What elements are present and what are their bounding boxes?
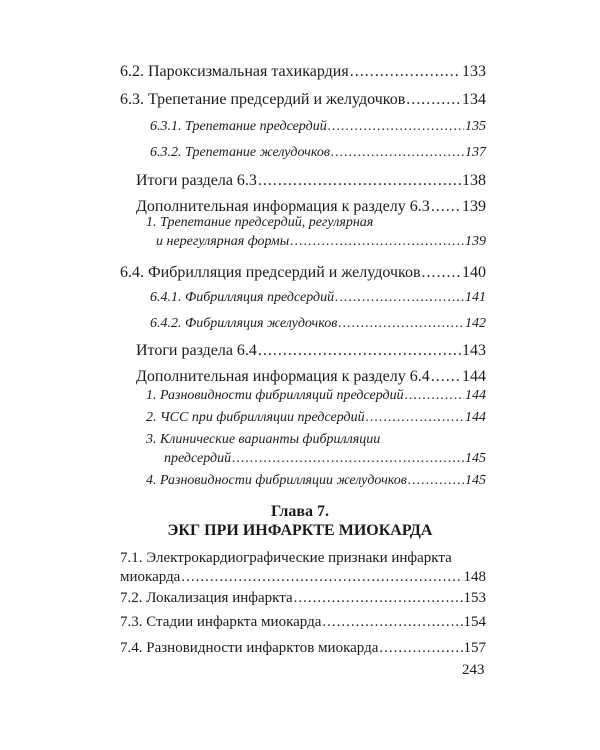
chapter-label: Глава 7. (271, 503, 329, 520)
toc-entry-page: 153 (463, 590, 486, 606)
toc-entry-page: 135 (465, 119, 486, 134)
toc-entry-6-2 (120, 63, 486, 81)
leader-dots (335, 290, 464, 306)
toc-entry-title: 7.4. Разновидности инфарктов миокарда (120, 640, 379, 656)
toc-entry-extra-6-3-item-1 (156, 234, 486, 250)
toc-entry-6-4-1 (150, 290, 486, 306)
toc-entry-title: 1. Разновидности фибрилляций предсердий (146, 388, 404, 403)
toc-entry-title: Дополнительная информация к разделу 6.4 (136, 368, 430, 385)
leader-dots (181, 569, 462, 586)
toc-entry-title: 6.4. Фибрилляция предсердий и желудочков (120, 264, 421, 281)
leader-dots (232, 451, 464, 467)
toc-entry-title-line2: предсердий (164, 451, 232, 466)
toc-entry-page: 140 (462, 264, 486, 281)
toc-entry-extra-6-4-item-3 (164, 451, 486, 467)
leader-dots (431, 198, 461, 216)
toc-entry-page: 133 (462, 63, 486, 80)
toc-entry-page: 142 (465, 316, 486, 331)
toc-entry-7-4 (120, 640, 486, 657)
toc-entry-extra-6-4-item-2 (146, 410, 486, 426)
leader-dots (338, 316, 464, 332)
leader-dots (408, 473, 464, 489)
toc-entry-title-line1: 3. Клинические варианты фибрилляции (146, 432, 381, 447)
toc-entry-title: Итоги раздела 6.3 (136, 172, 257, 189)
toc-entry-page: 144 (465, 410, 486, 425)
toc-entry-title: Дополнительная информация к разделу 6.3 (136, 198, 430, 215)
toc-entry-extra-6-4-item-4 (146, 473, 486, 489)
toc-entry-page: 144 (465, 388, 486, 403)
leader-dots (328, 119, 464, 135)
toc-entry-page: 148 (463, 569, 486, 585)
toc-entry-title: 6.4.2. Фибрилляция желудочков (150, 316, 338, 331)
leader-dots (422, 264, 461, 282)
toc-entry-title-line2: и нерегулярная формы (156, 234, 290, 249)
toc-entry-title: Итоги раздела 6.4 (136, 342, 257, 359)
leader-dots (294, 590, 463, 607)
toc-entry-page: 138 (462, 172, 486, 189)
toc-entry-page: 134 (462, 91, 486, 108)
leader-dots (405, 388, 464, 404)
toc-entry-6-3 (120, 91, 486, 109)
toc-entry-title-line2: миокарда (120, 569, 181, 585)
toc-entry-7-2 (120, 590, 486, 607)
toc-entry-summary-6-4 (136, 342, 486, 360)
leader-dots (431, 368, 461, 386)
leader-dots (350, 63, 461, 81)
leader-dots (406, 91, 461, 109)
leader-dots (258, 342, 461, 360)
toc-entry-title: 6.4.1. Фибрилляция предсердий (150, 290, 335, 305)
leader-dots (331, 145, 464, 161)
toc-entry-title: 6.3.1. Трепетание предсердий (150, 119, 327, 134)
toc-entry-page: 157 (463, 640, 486, 656)
toc-entry-6-3-2 (150, 145, 486, 161)
chapter-title: ЭКГ ПРИ ИНФАРКТЕ МИОКАРДА (167, 522, 433, 539)
toc-entry-page: 143 (462, 342, 486, 359)
toc-entry-title-line1: 7.1. Электрокардиографические признаки инфаркта (120, 550, 452, 566)
toc-entry-6-4 (120, 264, 486, 282)
toc-entry-title: 7.3. Стадии инфаркта миокарда (120, 614, 322, 630)
toc-entry-title: 6.3.2. Трепетание желудочков (150, 145, 330, 160)
leader-dots (366, 410, 464, 426)
leader-dots (290, 234, 464, 250)
toc-entry-title: 2. ЧСС при фибрилляции предсердий (146, 410, 365, 425)
leader-dots (322, 614, 462, 631)
toc-entry-page: 139 (462, 198, 486, 215)
toc-entry-page: 154 (463, 614, 486, 630)
toc-entry-title-line1: 1. Трепетание предсердий, регулярная (146, 215, 374, 230)
leader-dots (379, 640, 462, 657)
toc-entry-extra-6-3 (136, 198, 486, 216)
toc-entry-page: 145 (465, 451, 486, 466)
toc-entry-title: 6.3. Трепетание предсердий и желудочков (120, 91, 406, 108)
toc-entry-page: 141 (465, 290, 486, 305)
toc-entry-6-4-2 (150, 316, 486, 332)
toc-entry-extra-6-4 (136, 368, 486, 386)
leader-dots (258, 172, 461, 190)
toc-entry-page: 145 (465, 473, 486, 488)
toc-entry-summary-6-3 (136, 172, 486, 190)
toc-entry-page: 137 (465, 145, 486, 160)
toc-entry-6-3-1 (150, 119, 486, 135)
toc-entry-title: 7.2. Локализация инфаркта (120, 590, 293, 606)
toc-entry-title: 4. Разновидности фибрилляции желудочков (146, 473, 407, 488)
toc-entry-page: 139 (465, 234, 486, 249)
page-number: 243 (462, 662, 485, 678)
toc-entry-7-1 (120, 569, 486, 586)
toc-entry-extra-6-4-item-1 (146, 388, 486, 404)
toc-entry-title: 6.2. Пароксизмальная тахикардия (120, 63, 349, 80)
toc-entry-7-3 (120, 614, 486, 631)
toc-entry-page: 144 (462, 368, 486, 385)
